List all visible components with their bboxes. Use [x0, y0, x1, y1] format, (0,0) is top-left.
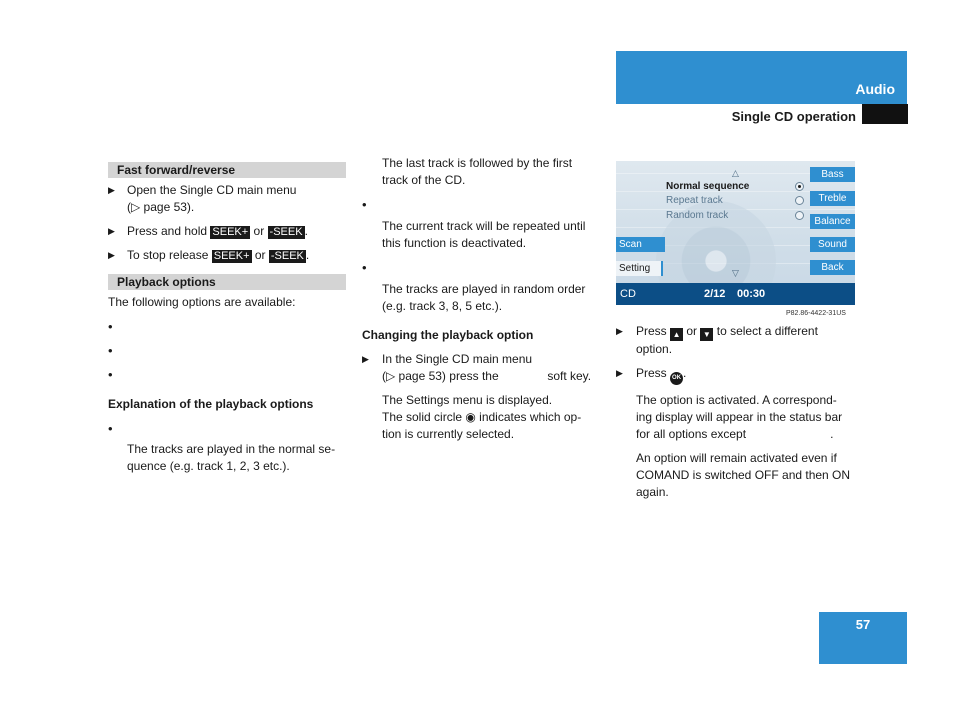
list-item: [362, 196, 602, 213]
chapter-marker: [862, 104, 908, 124]
repeat-description: The current track will be repeated until this function is deactivated.: [382, 219, 586, 250]
bullet-icon: •: [362, 260, 367, 275]
soft-key-balance: Balance: [810, 214, 855, 229]
seek-plus-key-icon: SEEK+: [212, 226, 249, 238]
seek-plus-key-icon: SEEK+: [213, 250, 250, 262]
list-item: [108, 342, 346, 359]
remain-text: An option will remain activated even if COMAND is switched OFF and then ON again.: [636, 451, 851, 499]
scroll-down-icon: ▽: [732, 268, 739, 278]
list-item: ▶ To stop release SEEK+ or -SEEK .: [108, 248, 310, 262]
triangle-right-icon: ▶: [362, 354, 369, 364]
activated-text: The option is activated. A correspond- ing display will appear in the status bar for all options except .: [636, 393, 843, 441]
list-item: ▶ Press ▲ or ▼ to select a different option.: [616, 324, 818, 356]
bullet-icon: •: [108, 343, 113, 358]
list-item: [108, 318, 346, 335]
status-bar: [616, 283, 855, 305]
list-item: ▶ Open the Single CD main menu (▷ page 53).: [108, 183, 297, 214]
column-3: [616, 323, 856, 501]
option-normal-sequence: Normal sequence: [666, 181, 750, 192]
status-source: CD: [620, 288, 636, 300]
list-item: ▶ Press and hold SEEK+ or -SEEK .: [108, 224, 308, 238]
option-random-track: Random track: [666, 210, 729, 221]
change-option-title: Changing the playback option: [362, 328, 534, 342]
soft-key-back: Back: [810, 260, 855, 275]
last-track-text: The last track is followed by the first track of the CD.: [382, 156, 573, 187]
triangle-right-icon: ▶: [616, 326, 623, 336]
page-number-tab: [819, 612, 907, 664]
section-bar-fast-forward: Fast forward/reverse: [108, 162, 346, 178]
option-repeat-track: Repeat track: [666, 195, 723, 206]
list-item: ▶ In the Single CD main menu (▷ page 53) press the soft key.: [362, 352, 592, 383]
radio-icon: [795, 211, 804, 220]
figure-caption: P82.86-4422-31US: [786, 310, 846, 317]
section-bar-playback-options: Playback options: [108, 274, 346, 290]
section-title: Audio: [855, 81, 895, 97]
explanation-title: Explanation of the playback options: [108, 397, 314, 411]
bullet-icon: •: [108, 421, 113, 436]
triangle-right-icon: ▶: [108, 185, 115, 195]
column-2: [362, 155, 602, 443]
triangle-right-icon: ▶: [616, 368, 623, 378]
radio-selected-icon: [795, 182, 804, 191]
intro-text: The following options are available:: [108, 295, 296, 309]
bullet-icon: •: [108, 319, 113, 334]
status-track: 2/12: [704, 288, 726, 300]
seek-minus-key-icon: -SEEK: [270, 250, 304, 262]
subsection-title: Single CD operation: [731, 109, 856, 124]
soft-key-sound: Sound: [810, 237, 855, 252]
comand-screen-illustration: [616, 161, 855, 305]
scroll-up-icon: △: [732, 168, 739, 178]
down-arrow-key-icon: ▼: [700, 328, 713, 341]
ok-key-icon: OK: [670, 372, 683, 385]
triangle-right-icon: ▶: [108, 226, 115, 236]
header-tab: [616, 51, 907, 104]
list-item: [108, 366, 346, 383]
seek-minus-key-icon: -SEEK: [269, 226, 303, 238]
soft-key-setting: Setting: [616, 261, 663, 276]
list-item: [108, 420, 346, 437]
list-item: ▶ Press OK .: [616, 365, 856, 385]
soft-key-scan: Scan: [616, 237, 665, 252]
random-description: The tracks are played in random order (e.g. track 3, 8, 5 etc.).: [382, 282, 586, 313]
status-time: 00:30: [737, 288, 766, 300]
settings-text: The Settings menu is displayed. The solid circle ◉ indicates which op- tion is currently selected.: [382, 393, 582, 441]
radio-icon: [795, 196, 804, 205]
triangle-right-icon: ▶: [108, 250, 115, 260]
column-1: [108, 162, 346, 475]
list-item: [362, 259, 602, 276]
up-arrow-key-icon: ▲: [670, 328, 683, 341]
page-number: 57: [855, 617, 871, 632]
bullet-icon: •: [108, 367, 113, 382]
soft-key-treble: Treble: [810, 191, 855, 206]
bullet-icon: •: [362, 197, 367, 212]
soft-key-bass: Bass: [810, 167, 855, 182]
normal-sequence-description: The tracks are played in the normal se- quence (e.g. track 1, 2, 3 etc.).: [127, 442, 336, 473]
